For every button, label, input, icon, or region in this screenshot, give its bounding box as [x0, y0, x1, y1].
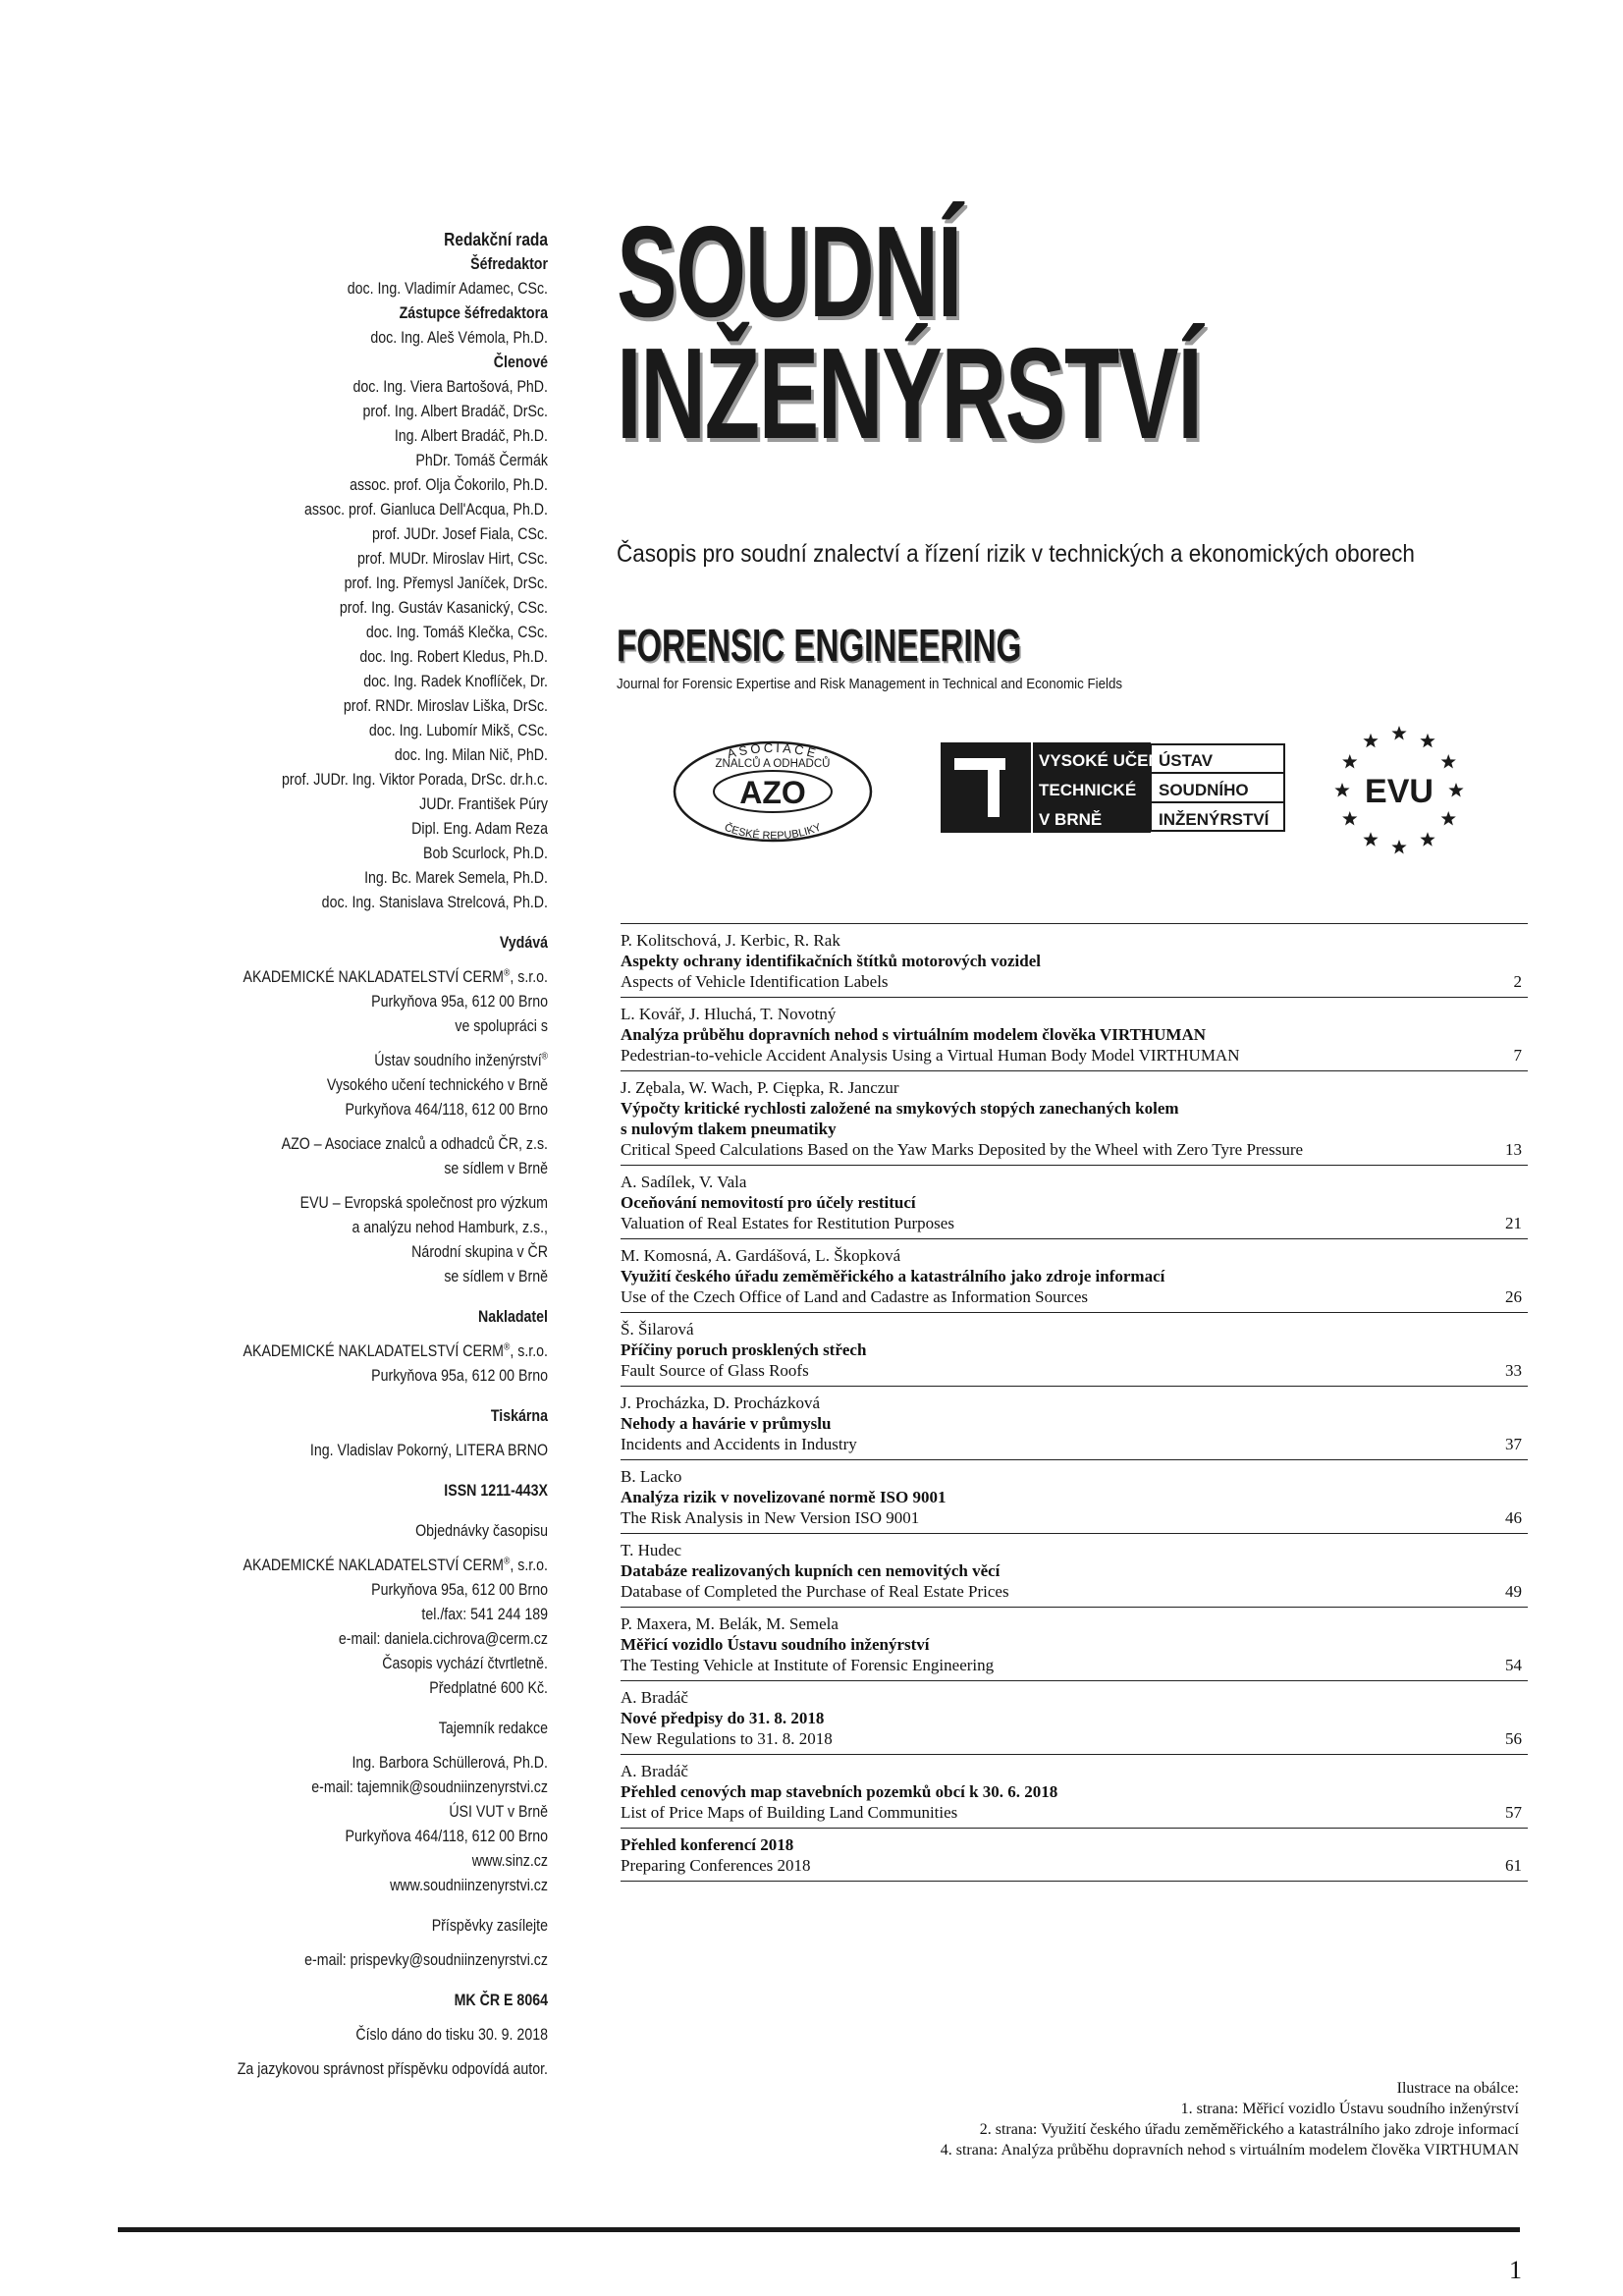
toc-title-cz: Oceňování nemovitostí pro účely restitucí [621, 1193, 916, 1212]
publisher-address: Purkyňova 95a, 612 00 Brno [371, 993, 548, 1011]
toc-entry[interactable] [621, 1754, 1528, 1828]
toc-authors: M. Komosná, A. Gardášová, L. Škopková [621, 1246, 901, 1265]
star-icon [1441, 754, 1456, 768]
toc-authors: L. Kovář, J. Hluchá, T. Novotný [621, 1005, 837, 1023]
printer-name: Ing. Vladislav Pokorný, LITERA BRNO [309, 1442, 548, 1459]
orders-email[interactable]: e-mail: daniela.cichrova@cerm.cz [338, 1630, 548, 1648]
toc-page: 37 [1505, 1435, 1522, 1453]
mk-registration: MK ČR E 8064 [454, 1992, 548, 2009]
toc-title-en: Database of Completed the Purchase of Real Estate Prices [621, 1582, 1009, 1601]
toc-entry[interactable] [621, 1607, 1528, 1680]
member: PhDr. Tomáš Čermák [415, 452, 548, 469]
star-icon [1441, 811, 1456, 825]
secretary-org: ÚSI VUT v Brně [449, 1803, 548, 1821]
publisher-coop: ve spolupráci s [455, 1017, 548, 1035]
toc-title-cz: Přehled cenových map stavebních pozemků obcí k 30. 6. 2018 [621, 1782, 1058, 1801]
masthead [617, 199, 1530, 465]
evu-acronym: EVU [1365, 773, 1434, 810]
toc-end-rule [621, 1881, 1528, 1882]
members-title: Členové [493, 354, 548, 371]
member: Bob Scurlock, Ph.D. [423, 845, 548, 862]
toc-title-cz: Přehled konferencí 2018 [621, 1835, 794, 1854]
toc-title-cz: Využití českého úřadu zeměměřického a katastrálního jako zdroje informací [621, 1267, 1165, 1285]
nakladatel-title: Nakladatel [478, 1308, 548, 1326]
secretary-title: Tajemník redakce [438, 1720, 548, 1737]
toc-title-en: Fault Source of Glass Roofs [621, 1361, 809, 1380]
toc-title-cz: Měřicí vozidlo Ústavu soudního inženýrství [621, 1635, 930, 1654]
star-icon [1448, 783, 1463, 796]
toc-title-cz: Výpočty kritické rychlosti založené na smykových stopých zanechaných kolem [621, 1099, 1179, 1118]
toc-page: 7 [1513, 1046, 1522, 1065]
print-date: Číslo dáno do tisku 30. 9. 2018 [355, 2026, 548, 2044]
member: assoc. prof. Olja Čokorilo, Ph.D. [350, 476, 548, 494]
toc-title-en: Incidents and Accidents in Industry [621, 1435, 857, 1453]
footer-rule [118, 2227, 1520, 2232]
member: prof. JUDr. Josef Fiala, CSc. [371, 525, 548, 543]
toc-title-en: List of Price Maps of Building Land Communities [621, 1803, 958, 1822]
toc-authors: P. Kolitschová, J. Kerbic, R. Rak [621, 931, 840, 950]
toc-authors: Š. Šilarová [621, 1320, 694, 1339]
orders-price: Předplatné 600 Kč. [429, 1679, 548, 1697]
toc-authors: A. Bradáč [621, 1688, 688, 1707]
ustav-name: Ústav soudního inženýrství® [374, 1051, 548, 1069]
toc-title-en: Preparing Conferences 2018 [621, 1856, 811, 1875]
cover-illustration-line: 1. strana: Měřicí vozidlo Ústavu soudního inženýrství [1180, 2101, 1519, 2117]
ustav-line2: Vysokého učení technického v Brně [326, 1076, 548, 1094]
toc-title-cz: Nehody a havárie v průmyslu [621, 1414, 832, 1433]
orders-title: Objednávky časopisu [415, 1522, 548, 1540]
evu-line: Národní skupina v ČR [411, 1243, 548, 1261]
toc-title-cz: Nové předpisy do 31. 8. 2018 [621, 1709, 825, 1727]
member: JUDr. František Púry [419, 795, 548, 813]
member: Ing. Albert Bradáč, Ph.D. [394, 427, 548, 445]
toc-title-cz: Analýza rizik v novelizované normě ISO 9001 [621, 1488, 947, 1506]
member: doc. Ing. Lubomír Mikš, CSc. [368, 722, 548, 739]
evu-line: EVU – Evropská společnost pro výzkum [299, 1194, 548, 1212]
title-line-2: INŽENÝRSTVÍ [617, 321, 1202, 465]
toc-authors: A. Sadílek, V. Vala [621, 1173, 747, 1191]
toc-entry[interactable] [621, 1070, 1528, 1165]
toc-title-cz: Aspekty ochrany identifikačních štítků motorových vozidel [621, 952, 1042, 970]
secretary-name: Ing. Barbora Schüllerová, Ph.D. [352, 1754, 548, 1772]
toc-title-en: The Testing Vehicle at Institute of Forensic Engineering [621, 1656, 995, 1674]
toc-page: 56 [1505, 1729, 1522, 1748]
azo-seat: se sídlem v Brně [444, 1160, 548, 1177]
printer-title: Tiskárna [490, 1407, 548, 1425]
toc-title-cz-cont: s nulovým tlakem pneumatiky [621, 1120, 837, 1138]
member: prof. Ing. Albert Bradáč, DrSc. [362, 403, 548, 420]
toc-title-en: The Risk Analysis in New Version ISO 9001 [621, 1508, 920, 1527]
toc-page: 46 [1505, 1508, 1522, 1527]
publisher-title: Vydává [499, 934, 548, 952]
vut-cell-5: V BRNĚ [1039, 810, 1103, 829]
toc-page: 21 [1505, 1214, 1522, 1232]
deputy-editor: doc. Ing. Aleš Vémola, Ph.D. [370, 329, 548, 347]
toc-page: 61 [1505, 1856, 1522, 1875]
secretary-email[interactable]: e-mail: tajemnik@soudniinzenyrstvi.cz [311, 1778, 548, 1796]
toc-authors: A. Bradáč [621, 1762, 688, 1780]
vut-cell-4: SOUDNÍHO [1159, 781, 1249, 799]
toc-page: 2 [1513, 972, 1522, 991]
toc-page: 13 [1505, 1140, 1522, 1159]
orders-phone: tel./fax: 541 244 189 [421, 1606, 548, 1623]
vut-logo [941, 742, 1286, 833]
member: Ing. Bc. Marek Semela, Ph.D. [364, 869, 548, 887]
member: doc. Ing. Viera Bartošová, PhD. [352, 378, 548, 396]
star-icon [1342, 811, 1357, 825]
submissions-email[interactable]: e-mail: prispevky@soudniinzenyrstvi.cz [304, 1951, 548, 1969]
azo-middle-text: ZNALCŮ A ODHADCŮ [715, 758, 831, 770]
secretary-address: Purkyňova 464/118, 612 00 Brno [345, 1828, 548, 1845]
cover-illustration-line: 2. strana: Využití českého úřadu zeměměřického a katastrálního jako zdroje informací [979, 2121, 1519, 2138]
orders-frequency: Časopis vychází čtvrtletně. [382, 1655, 548, 1672]
chief-editor-title: Šéfredaktor [470, 255, 548, 273]
member: prof. Ing. Přemysl Janíček, DrSc. [344, 574, 548, 592]
member: doc. Ing. Milan Nič, PhD. [394, 746, 548, 764]
issn: ISSN 1211-443X [444, 1482, 548, 1500]
star-icon [1420, 734, 1434, 747]
cover-illustration-line: 4. strana: Analýza průběhu dopravních nehod s virtuálním modelem člověka VIRTHUMAN [940, 2142, 1519, 2159]
star-icon [1391, 840, 1406, 853]
member: doc. Ing. Robert Kledus, Ph.D. [359, 648, 548, 666]
orders-name: AKADEMICKÉ NAKLADATELSTVÍ CERM®, s.r.o. [243, 1556, 548, 1574]
chief-editor: doc. Ing. Vladimír Adamec, CSc. [347, 280, 548, 298]
english-title: FORENSIC ENGINEERING [617, 620, 1022, 671]
member: Dipl. Eng. Adam Reza [411, 820, 548, 838]
toc-title-en: New Regulations to 31. 8. 2018 [621, 1729, 833, 1748]
member: doc. Ing. Radek Knoflíček, Dr. [363, 673, 548, 690]
star-icon [1420, 832, 1434, 846]
toc-title-cz: Analýza průběhu dopravních nehod s virtuálním modelem člověka VIRTHUMAN [621, 1025, 1207, 1044]
star-icon [1334, 783, 1349, 796]
title-line-1: SOUDNÍ [617, 199, 961, 344]
star-icon [1342, 754, 1357, 768]
toc-entry[interactable] [621, 923, 1528, 997]
toc-title-en: Pedestrian-to-vehicle Accident Analysis Using a Virtual Human Body Model VIRTHUMAN [621, 1046, 1240, 1065]
toc-entry[interactable] [621, 1312, 1528, 1386]
submissions-title: Příspěvky zasílejte [431, 1917, 548, 1935]
toc-authors: T. Hudec [621, 1541, 681, 1559]
editorial-board-heading: Redakční rada [444, 230, 548, 249]
masthead-subtitle: Časopis pro soudní znalectví a řízení rizik v technických a ekonomických oborech [617, 540, 1415, 568]
english-subtitle: Journal for Forensic Expertise and Risk Management in Technical and Economic Fields [617, 677, 1123, 692]
azo-acronym: AZO [739, 775, 806, 810]
star-icon [1363, 832, 1378, 846]
table-of-contents [621, 923, 1528, 1882]
toc-title-cz: Příčiny poruch prosklených střech [621, 1340, 867, 1359]
toc-entry[interactable] [621, 997, 1528, 1070]
toc-entry[interactable] [621, 1533, 1528, 1607]
nakladatel-address: Purkyňova 95a, 612 00 Brno [371, 1367, 548, 1385]
toc-authors: J. Zębala, W. Wach, P. Ciępka, R. Janczur [621, 1078, 899, 1097]
azo-logo [670, 738, 876, 845]
toc-entry[interactable] [621, 1680, 1528, 1754]
toc-entry[interactable] [621, 1238, 1528, 1312]
toc-title-en: Aspects of Vehicle Identification Labels [621, 972, 889, 991]
vut-cell-3: TECHNICKÉ [1039, 781, 1137, 799]
toc-page: 49 [1505, 1582, 1522, 1601]
member: prof. Ing. Gustáv Kasanický, CSc. [339, 599, 548, 617]
secretary-web[interactable]: www.soudniinzenyrstvi.cz [390, 1877, 548, 1894]
toc-authors: J. Procházka, D. Procházková [621, 1394, 820, 1412]
toc-title-en: Use of the Czech Office of Land and Cadastre as Information Sources [621, 1287, 1088, 1306]
toc-entry[interactable] [621, 1165, 1528, 1238]
member: doc. Ing. Stanislava Strelcová, Ph.D. [321, 894, 548, 911]
toc-entry[interactable] [621, 1459, 1528, 1533]
vut-cell-1: VYSOKÉ UČENÍ [1039, 751, 1165, 770]
toc-entry[interactable] [621, 1828, 1528, 1881]
evu-logo [1330, 722, 1468, 859]
toc-page: 26 [1505, 1287, 1522, 1306]
toc-page: 54 [1505, 1656, 1522, 1674]
toc-authors: B. Lacko [621, 1467, 682, 1486]
ustav-address: Purkyňova 464/118, 612 00 Brno [345, 1101, 548, 1119]
toc-title-cz: Databáze realizovaných kupních cen nemovitých věcí [621, 1561, 1001, 1580]
azo-line: AZO – Asociace znalců a odhadců ČR, z.s. [281, 1135, 548, 1153]
star-icon [1363, 734, 1378, 747]
toc-authors: P. Maxera, M. Belák, M. Semela [621, 1614, 839, 1633]
member: prof. JUDr. Ing. Viktor Porada, DrSc. dr.h.c. [281, 771, 548, 789]
publisher-name: AKADEMICKÉ NAKLADATELSTVÍ CERM®, s.r.o. [243, 967, 548, 986]
page-number: 1 [1509, 2256, 1522, 2284]
toc-entry[interactable] [621, 1386, 1528, 1459]
member: assoc. prof. Gianluca Dell'Acqua, Ph.D. [303, 501, 548, 519]
vut-cell-2: ÚSTAV [1159, 751, 1214, 770]
cover-illustrations-title: Ilustrace na obálce: [1396, 2080, 1519, 2097]
evu-line: a analýzu nehod Hamburk, z.s., [352, 1219, 548, 1236]
star-icon [1391, 726, 1406, 739]
member: prof. RNDr. Miroslav Liška, DrSc. [343, 697, 548, 715]
editorial-column [147, 228, 548, 2082]
evu-seat: se sídlem v Brně [444, 1268, 548, 1285]
cover-illustrations [941, 2078, 1519, 2160]
secretary-web[interactable]: www.sinz.cz [471, 1852, 548, 1870]
azo-top-text: ASOCIACE [725, 739, 821, 762]
orders-address: Purkyňova 95a, 612 00 Brno [371, 1581, 548, 1599]
member: doc. Ing. Tomáš Klečka, CSc. [365, 624, 548, 641]
toc-page: 33 [1505, 1361, 1522, 1380]
toc-title-en: Critical Speed Calculations Based on the Yaw Marks Deposited by the Wheel with Zero Tyre Pressure [621, 1140, 1304, 1159]
language-note: Za jazykovou správnost příspěvku odpovídá autor. [237, 2060, 548, 2078]
nakladatel-name: AKADEMICKÉ NAKLADATELSTVÍ CERM®, s.r.o. [243, 1341, 548, 1360]
deputy-editor-title: Zástupce šéfredaktora [399, 304, 548, 322]
member: prof. MUDr. Miroslav Hirt, CSc. [357, 550, 548, 568]
toc-title-en: Valuation of Real Estates for Restitution Purposes [621, 1214, 954, 1232]
toc-page: 57 [1505, 1803, 1522, 1822]
vut-cell-6: INŽENÝRSTVÍ [1159, 810, 1270, 829]
azo-bottom-text: ČESKÉ REPUBLIKY [722, 821, 824, 843]
